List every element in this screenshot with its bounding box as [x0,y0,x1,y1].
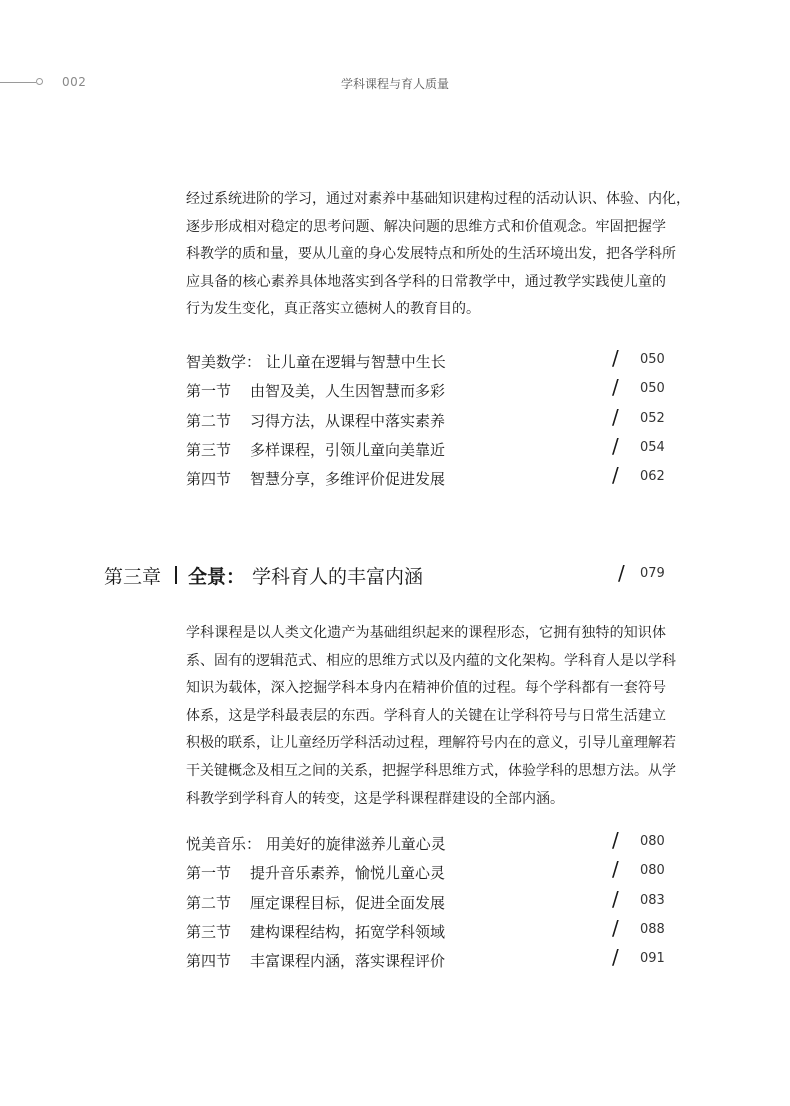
toc-entry-text [186,351,446,372]
intro-paragraph [186,186,690,324]
toc-page-number: 062 [640,469,665,485]
toc-page-number: 088 [640,921,665,937]
toc-page-number: 091 [640,951,665,967]
toc-page-slash: / [612,945,619,970]
paragraph-line: 系、固有的逻辑范式、相应的思维方式以及内蕴的文化架构。学科育人是以学科 [186,652,676,669]
toc-entry-text [186,410,445,431]
toc-entry[interactable] [186,915,665,948]
toc-entry-text [186,833,446,854]
toc-entry-title: 厘定课程目标，促进全面发展 [250,893,446,912]
toc-page-slash: / [612,886,619,911]
paragraph-line: 行为发生变化，真正落实立德树人的教育目的。 [186,301,480,318]
toc-entry[interactable] [186,375,665,407]
toc-entry-title: 由智及美，人生因智慧而多彩 [250,382,446,401]
toc-music-section [186,828,665,977]
paragraph-line: 科教学的质和量，要从儿童的身心发展特点和所处的生活环境出发，把各学科所 [186,246,676,263]
chapter-page-slash: / [618,561,625,585]
chapter-page-number: 079 [640,566,665,581]
toc-section-label: 第三节 [186,922,232,941]
toc-page-number: 080 [640,834,665,849]
toc-entry-title: 智美数学： 让儿童在逻辑与智慧中生长 [186,353,446,371]
toc-section-label: 第四节 [186,470,232,489]
chapter-divider-bar [175,566,177,584]
toc-entry-text [186,892,445,913]
chapter-number: 第三章 [104,566,162,588]
chapter-title: 学科育人的丰富内涵 [252,566,424,588]
toc-page-number: 054 [640,439,665,455]
toc-entry[interactable] [186,945,665,977]
toc-page-slash: / [612,375,619,400]
toc-math-section [186,346,665,495]
paragraph-line: 积极的联系，让儿童经历学科活动过程，理解符号内在的意义，引导儿童理解若 [186,735,676,752]
paragraph-line: 科教学到学科育人的转变，这是学科课程群建设的全部内涵。 [186,790,564,807]
chapter-paragraph [186,620,676,813]
running-title: 学科课程与育人质量 [340,77,449,91]
toc-entry-title: 提升音乐素养，愉悦儿童心灵 [250,864,446,883]
toc-section-label: 第四节 [186,952,232,971]
toc-page-slash: / [612,915,619,940]
toc-section-label: 第一节 [186,382,232,401]
toc-page-number: 083 [640,892,665,908]
toc-entry[interactable] [186,433,665,466]
toc-section-label: 第一节 [186,864,232,883]
toc-entry-title: 建构课程结构，拓宽学科领域 [250,922,446,941]
toc-entry-title: 智慧分享，多维评价促进发展 [250,470,446,489]
toc-entry[interactable] [186,857,665,889]
paragraph-line: 逐步形成相对稳定的思考问题、解决问题的思维方式和价值观念。牢固把握学 [186,218,666,235]
toc-page-slash: / [612,828,619,852]
toc-entry-text [186,380,445,401]
toc-section-label: 第二节 [186,411,232,430]
toc-entry-text [186,468,445,489]
page-number: 002 [62,75,87,89]
toc-entry[interactable] [186,463,665,495]
toc-subject-heading[interactable] [186,346,665,378]
toc-section-label: 第二节 [186,893,232,912]
toc-entry-title: 悦美音乐： 用美好的旋律滋养儿童心灵 [186,835,446,853]
paragraph-line: 知识为载体，深入挖掘学科本身内在精神价值的过程。每个学科都有一套符号 [186,680,666,697]
chapter-keyword: 全景： [188,566,246,588]
toc-page-slash: / [612,463,619,488]
toc-page-slash: / [612,346,619,370]
toc-entry-text [186,921,445,942]
toc-entry-text [186,862,445,883]
toc-page-slash: / [612,857,619,882]
toc-entry-title: 习得方法，从课程中落实素养 [250,411,446,430]
toc-entry[interactable] [186,404,665,437]
toc-page-number: 050 [640,381,665,397]
toc-subject-heading[interactable] [186,828,665,860]
paragraph-line: 学科课程是以人类文化遗产为基础组织起来的课程形态，它拥有独特的知识体 [186,625,666,641]
chapter-heading[interactable] [104,562,664,590]
toc-entry-title: 多样课程，引领儿童向美靠近 [250,440,446,459]
paragraph-line: 体系，这是学科最表层的东西。学科育人的关键在让学科符号与日常生活建立 [186,707,666,724]
toc-page-slash: / [612,433,619,458]
toc-page-number: 080 [640,863,665,879]
paragraph-line: 经过系统进阶的学习，通过对素养中基础知识建构过程的活动认识、体验、内化， [186,191,690,207]
toc-entry-title: 丰富课程内涵，落实课程评价 [250,952,446,971]
toc-entry-text [186,439,445,460]
toc-entry[interactable] [186,886,665,919]
toc-section-label: 第三节 [186,440,232,459]
toc-page-slash: / [612,404,619,429]
toc-entry-text [186,950,445,971]
paragraph-line: 应具备的核心素养具体地落实到各学科的日常教学中，通过教学实践使儿童的 [186,273,666,290]
toc-page-number: 052 [640,410,665,426]
paragraph-line: 干关键概念及相互之间的关系，把握学科思维方式，体验学科的思想方法。从学 [186,762,676,779]
toc-page-number: 050 [640,352,665,367]
